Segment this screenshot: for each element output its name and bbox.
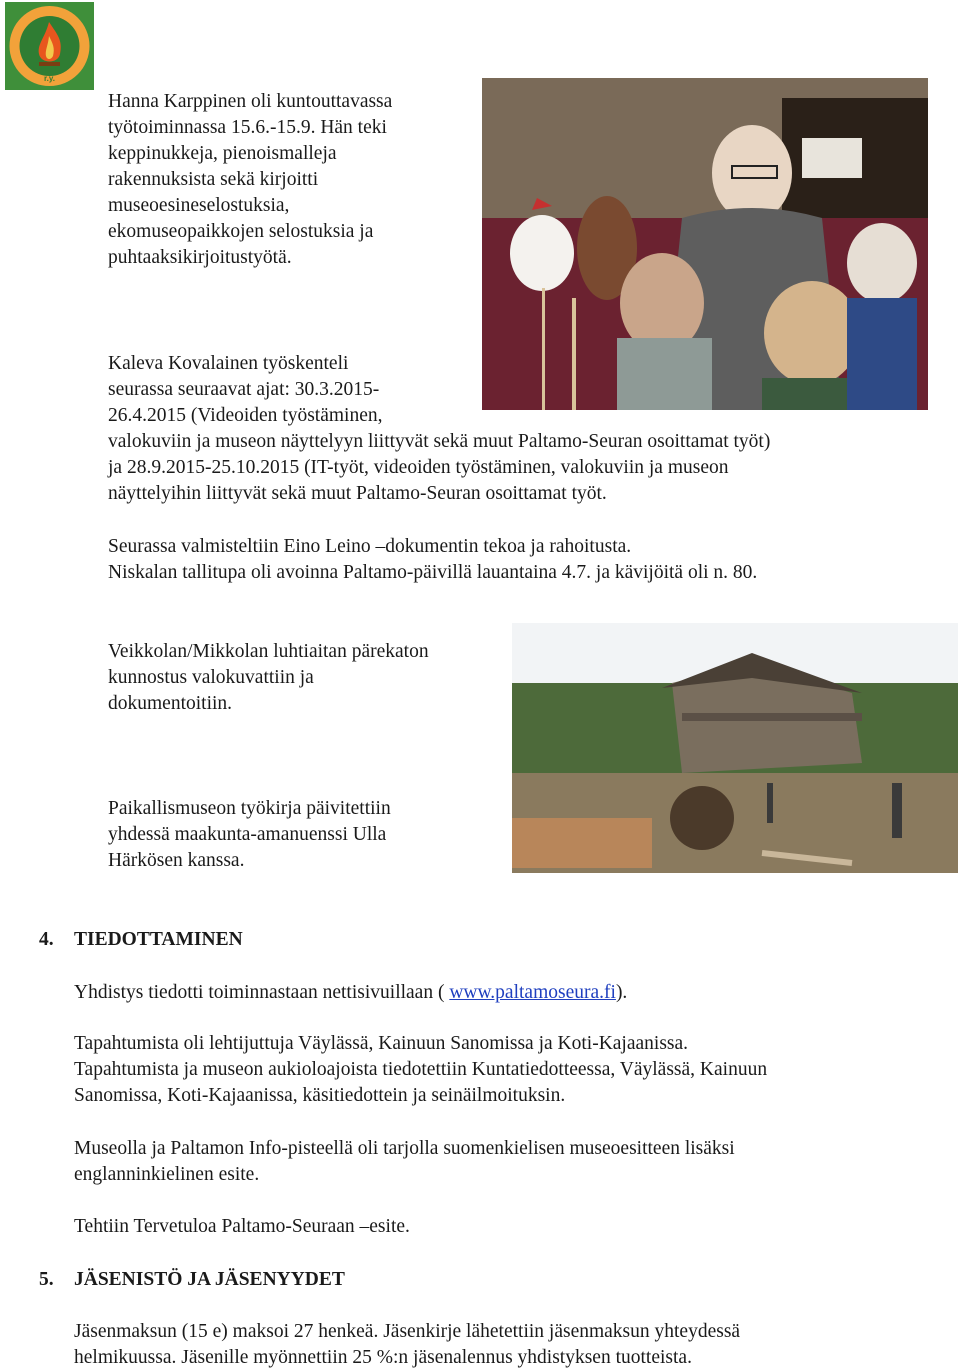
text-line: Seurassa valmisteltiin Eino Leino –dokumentin tekoa ja rahoitusta. (108, 536, 632, 557)
text-segment: ). (615, 982, 628, 1003)
text-line: Niskalan tallitupa oli avoinna Paltamo-päivillä lauantaina 4.7. ja kävijöitä oli n. 80. (108, 562, 758, 583)
text-line: keppinukkeja, pienoismalleja (108, 143, 337, 164)
text-line: rakennuksista sekä kirjoitti (108, 169, 319, 190)
text-line: dokumentoitiin. (108, 693, 233, 714)
text-line: Kaleva Kovalainen työskenteli (108, 353, 349, 374)
kaleva-paragraph-rest (108, 429, 908, 507)
tyokirja-paragraph (108, 796, 478, 874)
section-4-press-paragraph (74, 1031, 904, 1109)
section-5-membership-paragraph (74, 1319, 904, 1371)
text-line: Hanna Karppinen oli kuntouttavassa (108, 91, 393, 112)
veikkola-paragraph (108, 639, 478, 717)
text-line: seurassa seuraavat ajat: 30.3.2015- (108, 379, 380, 400)
section-title: TIEDOTTAMINEN (74, 929, 243, 950)
text-line: valokuviin ja museon näyttelyyn liittyvät sekä muut Paltamo-Seuran osoittamat työt) (108, 431, 771, 452)
section-4-brochure-paragraph (74, 1136, 904, 1188)
text-line: puhtaaksikirjoitustyötä. (108, 247, 292, 268)
text-line: Paikallismuseon työkirja päivitettiin (108, 798, 391, 819)
text-line: työtoiminnassa 15.6.-15.9. Hän teki (108, 117, 387, 138)
paltamo-seura-logo (5, 2, 94, 90)
seura-paragraph (108, 534, 908, 586)
svg-text:r.y.: r.y. (44, 74, 55, 83)
text-line: Tehtiin Tervetuloa Paltamo-Seuraan –esite. (74, 1216, 410, 1237)
website-link[interactable]: www.paltamoseura.fi (449, 982, 616, 1003)
puppets-photo (482, 78, 928, 410)
section-4-heading (39, 927, 243, 953)
text-line: Museolla ja Paltamon Info-pisteellä oli tarjolla suomenkielisen museoesitteen lisäksi (74, 1138, 735, 1159)
hanna-paragraph (108, 89, 478, 271)
section-4-website-paragraph (74, 980, 904, 1006)
text-segment: Yhdistys tiedotti toiminnastaan nettisivuillaan ( (74, 982, 450, 1003)
section-5-heading (39, 1267, 345, 1293)
kaleva-paragraph-intro (108, 351, 478, 429)
text-line: kunnostus valokuvattiin ja (108, 667, 314, 688)
text-line: Härkösen kanssa. (108, 850, 245, 871)
text-line: Veikkolan/Mikkolan luhtiaitan pärekaton (108, 641, 429, 662)
text-line: Sanomissa, Koti-Kajaanissa, käsitiedottein ja seinäilmoituksin. (74, 1085, 566, 1106)
text-line: ekomuseopaikkojen selostuksia ja (108, 221, 374, 242)
text-line: yhdessä maakunta-amanuenssi Ulla (108, 824, 387, 845)
section-4-welcome-paragraph (74, 1214, 904, 1240)
text-line: Tapahtumista oli lehtijuttuja Väylässä, Kainuun Sanomissa ja Koti-Kajaanissa. (74, 1033, 689, 1054)
text-line: 26.4.2015 (Videoiden työstäminen, (108, 405, 383, 426)
text-line: ja 28.9.2015-25.10.2015 (IT-työt, videoiden työstäminen, valokuviin ja museon (108, 457, 729, 478)
text-line: museoesineselostuksia, (108, 195, 290, 216)
section-title: JÄSENISTÖ JA JÄSENYYDET (74, 1269, 345, 1290)
text-line: helmikuussa. Jäsenille myönnettiin 25 %:n jäsenalennus yhdistyksen tuotteista. (74, 1347, 692, 1368)
section-number: 5. (39, 1269, 54, 1290)
granary-photo (512, 623, 958, 873)
text-line: Jäsenmaksun (15 e) maksoi 27 henkeä. Jäsenkirje lähetettiin jäsenmaksun yhteydessä (74, 1321, 741, 1342)
section-number: 4. (39, 929, 54, 950)
text-line: englanninkielinen esite. (74, 1164, 260, 1185)
text-line: näyttelyihin liittyvät sekä muut Paltamo-Seuran osoittamat työt. (108, 483, 607, 504)
text-line: Tapahtumista ja museon aukioloajoista tiedotettiin Kuntatiedotteessa, Väylässä, Kainuun (74, 1059, 768, 1080)
